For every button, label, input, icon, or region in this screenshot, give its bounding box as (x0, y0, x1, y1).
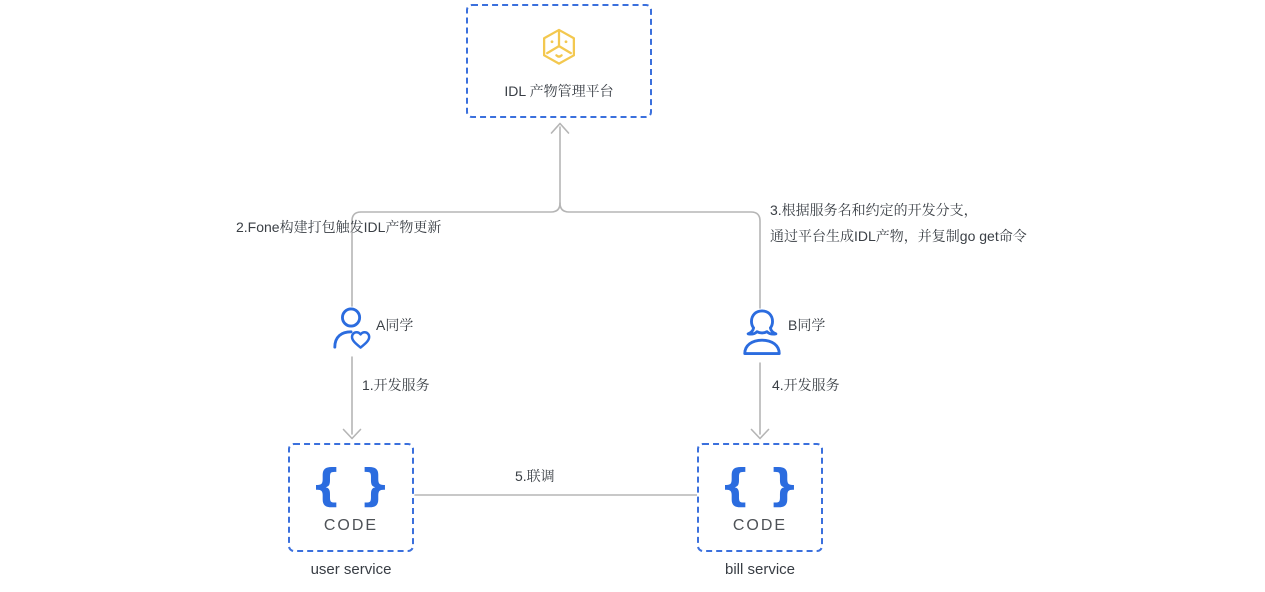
edge-label-step3-line1: 3.根据服务名和约定的开发分支， (770, 202, 978, 218)
code-label: CODE (732, 517, 788, 534)
user-service-name: user service (310, 561, 392, 578)
edge-label-step4: 4.开发服务 (772, 377, 840, 393)
node-idl-platform (466, 4, 652, 118)
connector-actor-b-to-platform (560, 203, 760, 308)
actor-a-label: A同学 (376, 317, 414, 333)
node-bill-service (697, 443, 823, 552)
person-female-icon (740, 307, 784, 357)
edge-label-step1: 1.开发服务 (362, 377, 430, 393)
person-heart-icon (331, 305, 373, 351)
bill-service-name: bill service (724, 561, 796, 578)
platform-label: IDL 产物管理平台 (504, 83, 614, 99)
actor-b-label: B同学 (788, 317, 826, 333)
code-braces-icon: { } (719, 460, 801, 511)
node-user-service (288, 443, 414, 552)
edge-label-step3-line2: 通过平台生成IDL产物，并复制go get命令 (770, 228, 1027, 244)
code-label: CODE (323, 517, 379, 534)
edge-label-step2: 2.Fone构建打包触发IDL产物更新 (236, 219, 442, 235)
code-braces-icon: { } (310, 460, 392, 511)
actor-b (740, 307, 784, 357)
hexagon-cube-icon (538, 26, 580, 68)
edge-label-step5: 5.联调 (515, 468, 555, 484)
actor-a (331, 305, 373, 351)
